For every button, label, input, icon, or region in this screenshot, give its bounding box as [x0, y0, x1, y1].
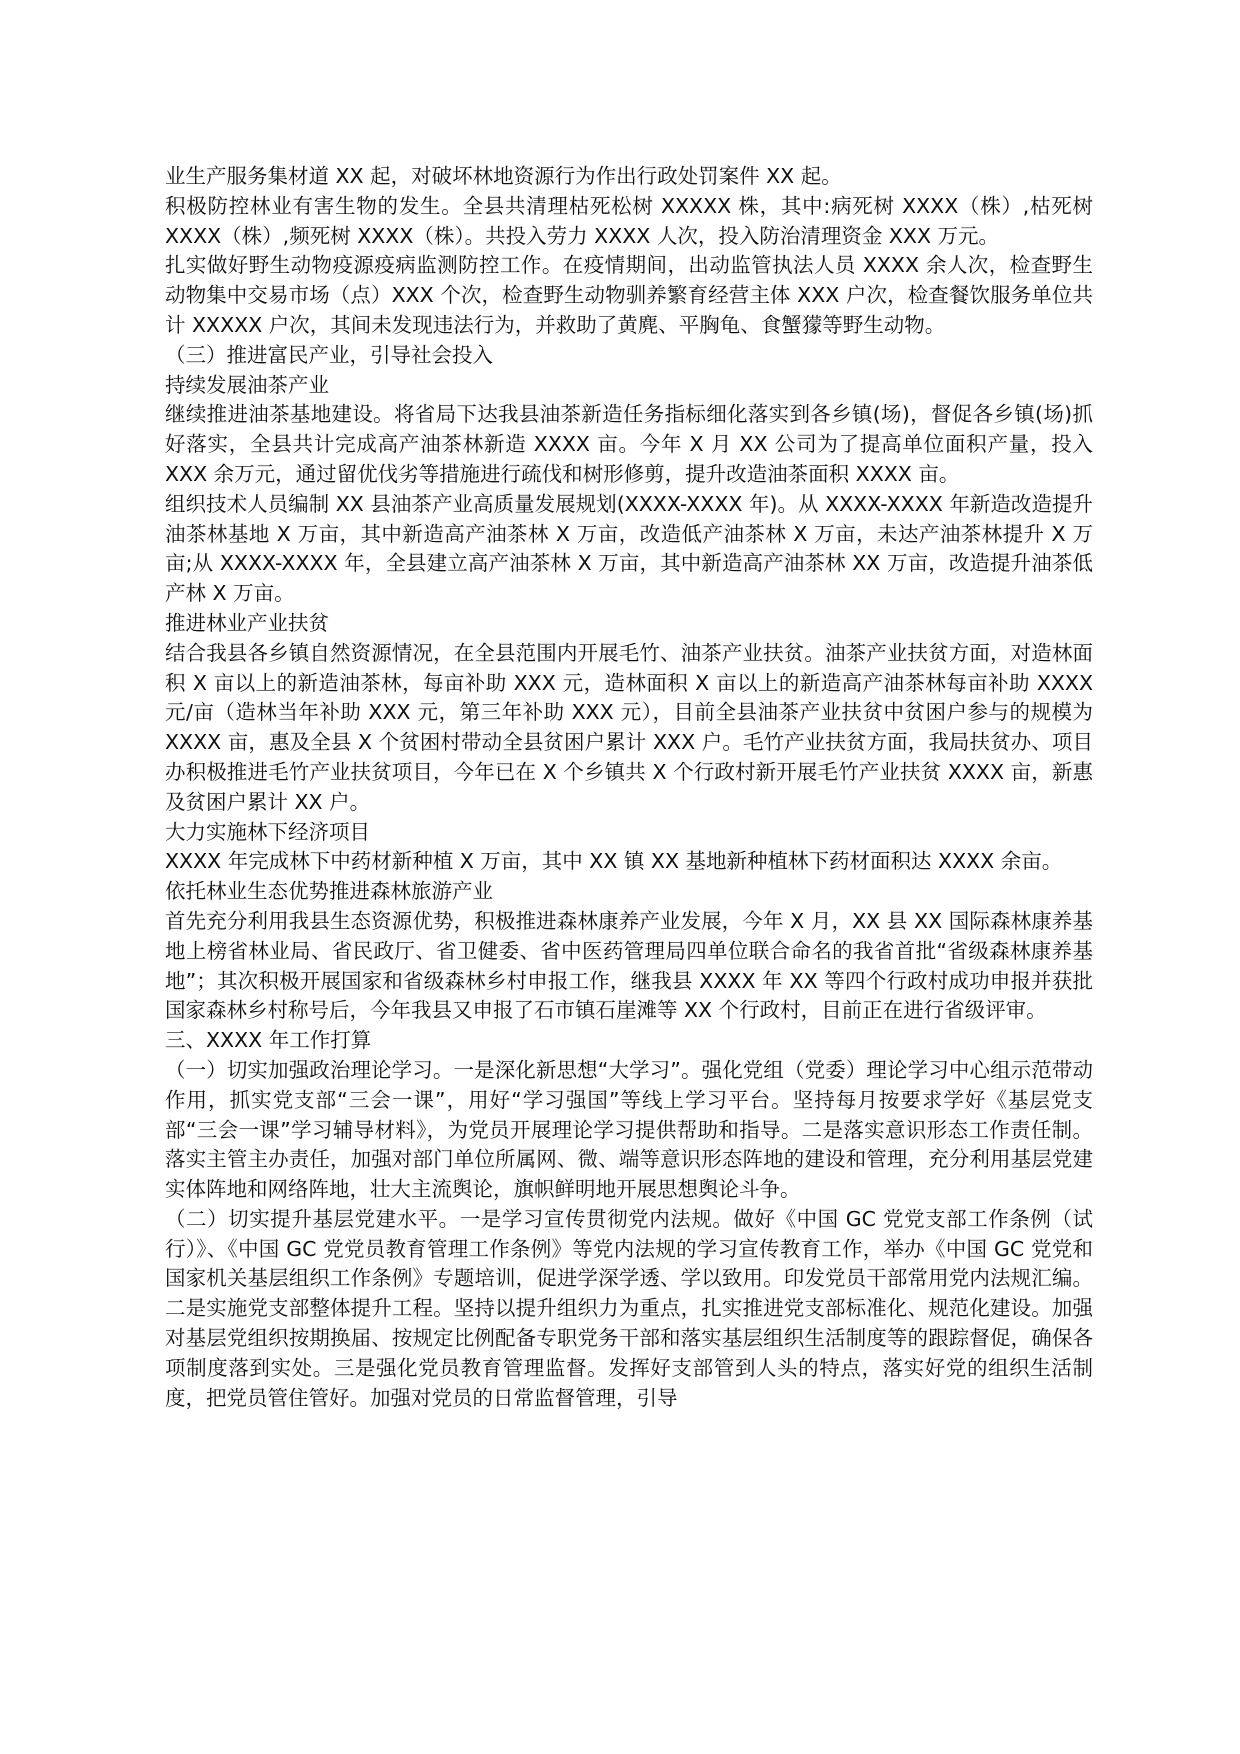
- paragraph: 继续推进油茶基地建设。将省局下达我县油茶新造任务指标细化落实到各乡镇(场)，督促各乡镇(场)抓好落实，全县共计完成高产油茶林新造 XXXX 亩。今年 X 月 XX 公司为了提高单位面积产量，投入 XXX 余万元，通过留优伐劣等措施进行疏伐和树形修剪，提升改造油茶面积 XXXX 亩。: [165, 402, 1093, 486]
- paragraph: 结合我县各乡镇自然资源情况，在全县范围内开展毛竹、油茶产业扶贫。油茶产业扶贫方面，对造林面积 X 亩以上的新造油茶林，每亩补助 XXX 元，造林面积 X 亩以上的新造高产油茶林每亩补助 XXXX 元/亩（造林当年补助 XXX 元，第三年补助 XXX 元），目前全县油茶产业扶贫中贫困户参与的规模为 XXXX 亩，惠及全县 X 个贫困村带动全县贫困户累计 XXX 户。毛竹产业扶贫方面，我局扶贫办、项目办积极推进毛竹产业扶贫项目，今年已在 X 个乡镇共 X 个行政村新开展毛竹产业扶贫 XXXX 亩，新惠及贫困户累计 XX 户。: [165, 640, 1093, 814]
- document-body: [165, 162, 1093, 1413]
- subsection-heading: 依托林业生态优势推进森林旅游产业: [165, 879, 493, 904]
- paragraph: XXXX 年完成林下中药材新种植 X 万亩，其中 XX 镇 XX 基地新种植林下药材面积达 XXXX 余亩。: [165, 849, 1063, 874]
- paragraph: 扎实做好野生动物疫源疫病监测防控工作。在疫情期间，出动监管执法人员 XXXX 余人次，检查野生动物集中交易市场（点）XXX 个次，检查野生动物驯养繁育经营主体 XXX 户次，检查餐饮服务单位共计 XXXXX 户次，其间未发现违法行为，并救助了黄麂、平胸龟、食蟹獴等野生动物。: [165, 253, 1093, 337]
- paragraph: 业生产服务集材道 XX 起，对破坏林地资源行为作出行政处罚案件 XX 起。: [165, 164, 842, 188]
- paragraph: （二）切实提升基层党建水平。一是学习宣传贯彻党内法规。做好《中国 GC 党党支部工作条例（试行）》、《中国 GC 党党员教育管理工作条例》等党内法规的学习宣传教育工作，举办《中国 GC 党党和国家机关基层组织工作条例》专题培训，促进学深学透、学以致用。印发党员干部常用党内法规汇编。二是实施党支部整体提升工程。坚持以提升组织力为重点，扎实推进党支部标准化、规范化建设。加强对基层党组织按期换届、按规定比例配备专职党务干部和落实基层组织生活制度等的跟踪督促，确保各项制度落到实处。三是强化党员教育管理监督。发挥好支部管到人头的特点，落实好党的组织生活制度，把党员管住管好。加强对党员的日常监督管理，引导: [165, 1206, 1093, 1410]
- paragraph: 首先充分利用我县生态资源优势，积极推进森林康养产业发展，今年 X 月，XX 县 XX 国际森林康养基地上榜省林业局、省民政厅、省卫健委、省中医药管理局四单位联合命名的我省首批“省级森林康养基地”；其次积极开展国家和省级森林乡村申报工作，继我县 XXXX 年 XX 等四个行政村成功申报并获批国家森林乡村称号后，今年我县又申报了石市镇石崖滩等 XX 个行政村，目前正在进行省级评审。: [165, 908, 1093, 1023]
- subsection-heading: 推进林业产业扶贫: [165, 610, 329, 635]
- section-heading: （三）推进富民产业，引导社会投入: [165, 342, 493, 367]
- paragraph: 积极防控林业有害生物的发生。全县共清理枯死松树 XXXXX 株，其中:病死树 XXXX（株）,枯死树 XXXX（株）,频死树 XXXX（株）。共投入劳力 XXXX 人次，投入防治清理资金 XXX 万元。: [165, 193, 1093, 248]
- subsection-heading: 大力实施林下经济项目: [165, 819, 370, 844]
- paragraph: （一）切实加强政治理论学习。一是深化新思想“大学习”。强化党组（党委）理论学习中心组示范带动作用，抓实党支部“三会一课”，用好“学习强国”等线上学习平台。坚持每月按要求学好《基层党支部“三会一课”学习辅导材料》，为党员开展理论学习提供帮助和指导。二是落实意识形态工作责任制。落实主管主办责任，加强对部门单位所属网、微、端等意识形态阵地的建设和管理，充分利用基层党建实体阵地和网络阵地，壮大主流舆论，旗帜鲜明地开展思想舆论斗争。: [165, 1057, 1093, 1202]
- section-heading: 三、XXXX 年工作打算: [165, 1028, 372, 1053]
- subsection-heading: 持续发展油茶产业: [165, 372, 329, 397]
- paragraph: 组织技术人员编制 XX 县油茶产业高质量发展规划(XXXX-XXXX 年)。从 XXXX-XXXX 年新造改造提升油茶林基地 X 万亩，其中新造高产油茶林 X 万亩，改造低产油茶林 X 万亩，未达产油茶林提升 X 万亩;从 XXXX-XXXX 年，全县建立高产油茶林 X 万亩，其中新造高产油茶林 XX 万亩，改造提升油茶低产林 X 万亩。: [165, 491, 1093, 606]
